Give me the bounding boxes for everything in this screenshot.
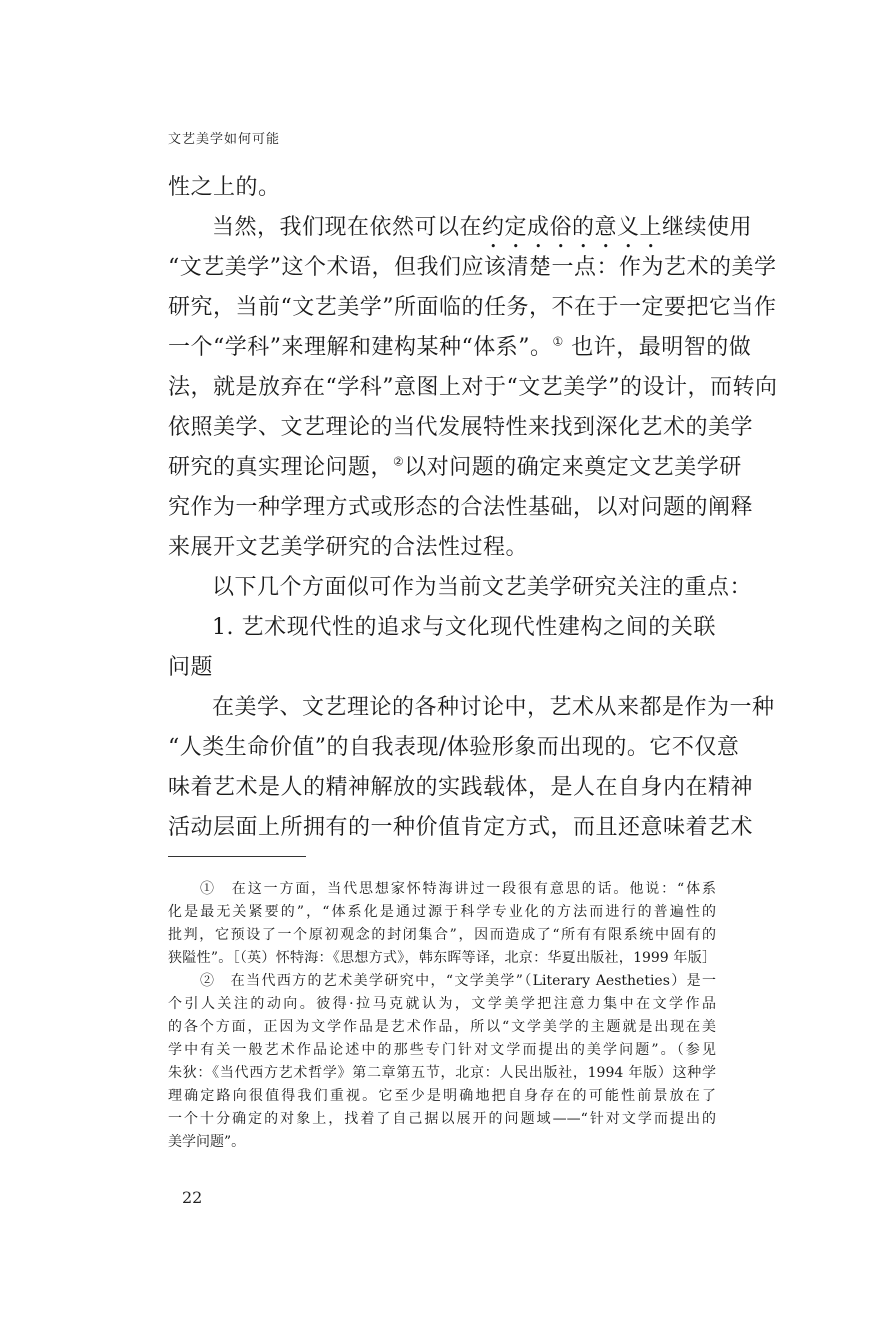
body-line-15: “人类生命价值”的自我表现/体验形象而出现的。它不仅意	[168, 735, 740, 760]
body-line-14: 在美学、文艺理论的各种讨论中，艺术从来都是作为一种	[212, 695, 775, 720]
footnote-ref-2[interactable]: ②	[393, 454, 405, 469]
body-line-5-text-a: 一个“学科”来理解和建构某种“体系”。	[168, 335, 553, 360]
body-line-5-text-b: 也许，最明智的做	[563, 335, 752, 360]
body-line-17: 活动层面上所拥有的一种价值肯定方式，而且还意味着艺术	[168, 815, 754, 840]
footnote-2-line-6: 理确定路向很值得我们重视。它至少是明确地把自身存在的可能性前景放在了	[168, 1088, 716, 1104]
body-text	[168, 168, 778, 848]
footnote-2-line-5: 朱狄：《当代西方艺术哲学》第二章第五节，北京：人民出版社，1994 年版）这种学	[168, 1065, 716, 1081]
emphasized-phrase: 约定成俗的意义上	[482, 215, 663, 240]
section-heading-line-2: 问题	[168, 655, 214, 680]
section-heading-line-1: 1. 艺术现代性的追求与文化现代性建构之间的关联	[212, 615, 716, 640]
body-line-5	[168, 328, 752, 368]
footnote-2-line-1: ② 在当代西方的艺术美学研究中，“文学美学”（Literary Aestheties）是一	[200, 973, 716, 989]
body-line-2	[168, 208, 753, 248]
body-line-7: 依照美学、文艺理论的当代发展特性来找到深化艺术的美学	[168, 415, 754, 440]
body-line-2-text-b: 继续使用	[662, 215, 753, 240]
footnote-ref-1[interactable]: ①	[552, 334, 564, 349]
page-number: 22	[182, 1188, 203, 1207]
running-header: 文艺美学如何可能	[168, 132, 281, 147]
footnote-2-line-4: 学中有关一般艺术作品论述中的那些专门针对文学而提出的美学问题”。（参见	[168, 1042, 716, 1058]
footnote-divider	[168, 856, 306, 857]
body-line-9: 究作为一种学理方式或形态的合法性基础，以对问题的阐释	[168, 495, 754, 520]
footnote-1-line-1: ① 在这一方面，当代思想家怀特海讲过一段很有意思的话。他说：“体系	[200, 881, 716, 897]
body-line-8-text-b: 以对问题的确定来奠定文艺美学研	[404, 455, 742, 480]
body-line-8-text-a: 研究的真实理论问题，	[168, 455, 394, 480]
footnote-1-line-2: 化是最无关紧要的”，“体系化是通过源于科学专业化的方法而进行的普遍性的	[168, 904, 716, 920]
body-line-3: “文艺美学”这个术语，但我们应该清楚一点：作为艺术的美学	[168, 255, 777, 280]
body-line-10: 来展开文艺美学研究的合法性过程。	[168, 535, 529, 560]
body-line-11: 以下几个方面似可作为当前文艺美学研究关注的重点：	[212, 575, 753, 600]
body-line-6: 法，就是放弃在“学科”意图上对于“文艺美学”的设计，而转向	[168, 375, 778, 400]
footnote-1-line-4: 狭隘性”。［（英）怀特海：《思想方式》，韩东晖等译，北京：华夏出版社，1999 年版］	[168, 950, 716, 966]
footnote-2-line-3: 的各个方面，正因为文学作品是艺术作品，所以“文学美学的主题就是出现在美	[168, 1019, 716, 1035]
footnotes	[168, 878, 716, 1154]
footnote-2-line-2: 个引人关注的动向。彼得·拉马克就认为，文学美学把注意力集中在文学作品	[168, 996, 716, 1012]
footnote-2-line-7: 一个十分确定的对象上，找着了自己据以展开的问题域——“针对文学而提出的	[168, 1111, 716, 1127]
body-line-8	[168, 448, 742, 488]
footnote-1-line-3: 批判，它预设了一个原初观念的封闭集合”，因而造成了“所有有限系统中固有的	[168, 927, 716, 943]
body-line-2-text-a: 当然，我们现在依然可以在	[212, 215, 483, 240]
footnote-2-line-8: 美学问题”。	[168, 1134, 246, 1150]
body-line-1: 性之上的。	[168, 175, 281, 200]
body-line-16: 味着艺术是人的精神解放的实践载体，是人在自身内在精神	[168, 775, 754, 800]
body-line-4: 研究，当前“文艺美学”所面临的任务，不在于一定要把它当作	[168, 295, 777, 320]
